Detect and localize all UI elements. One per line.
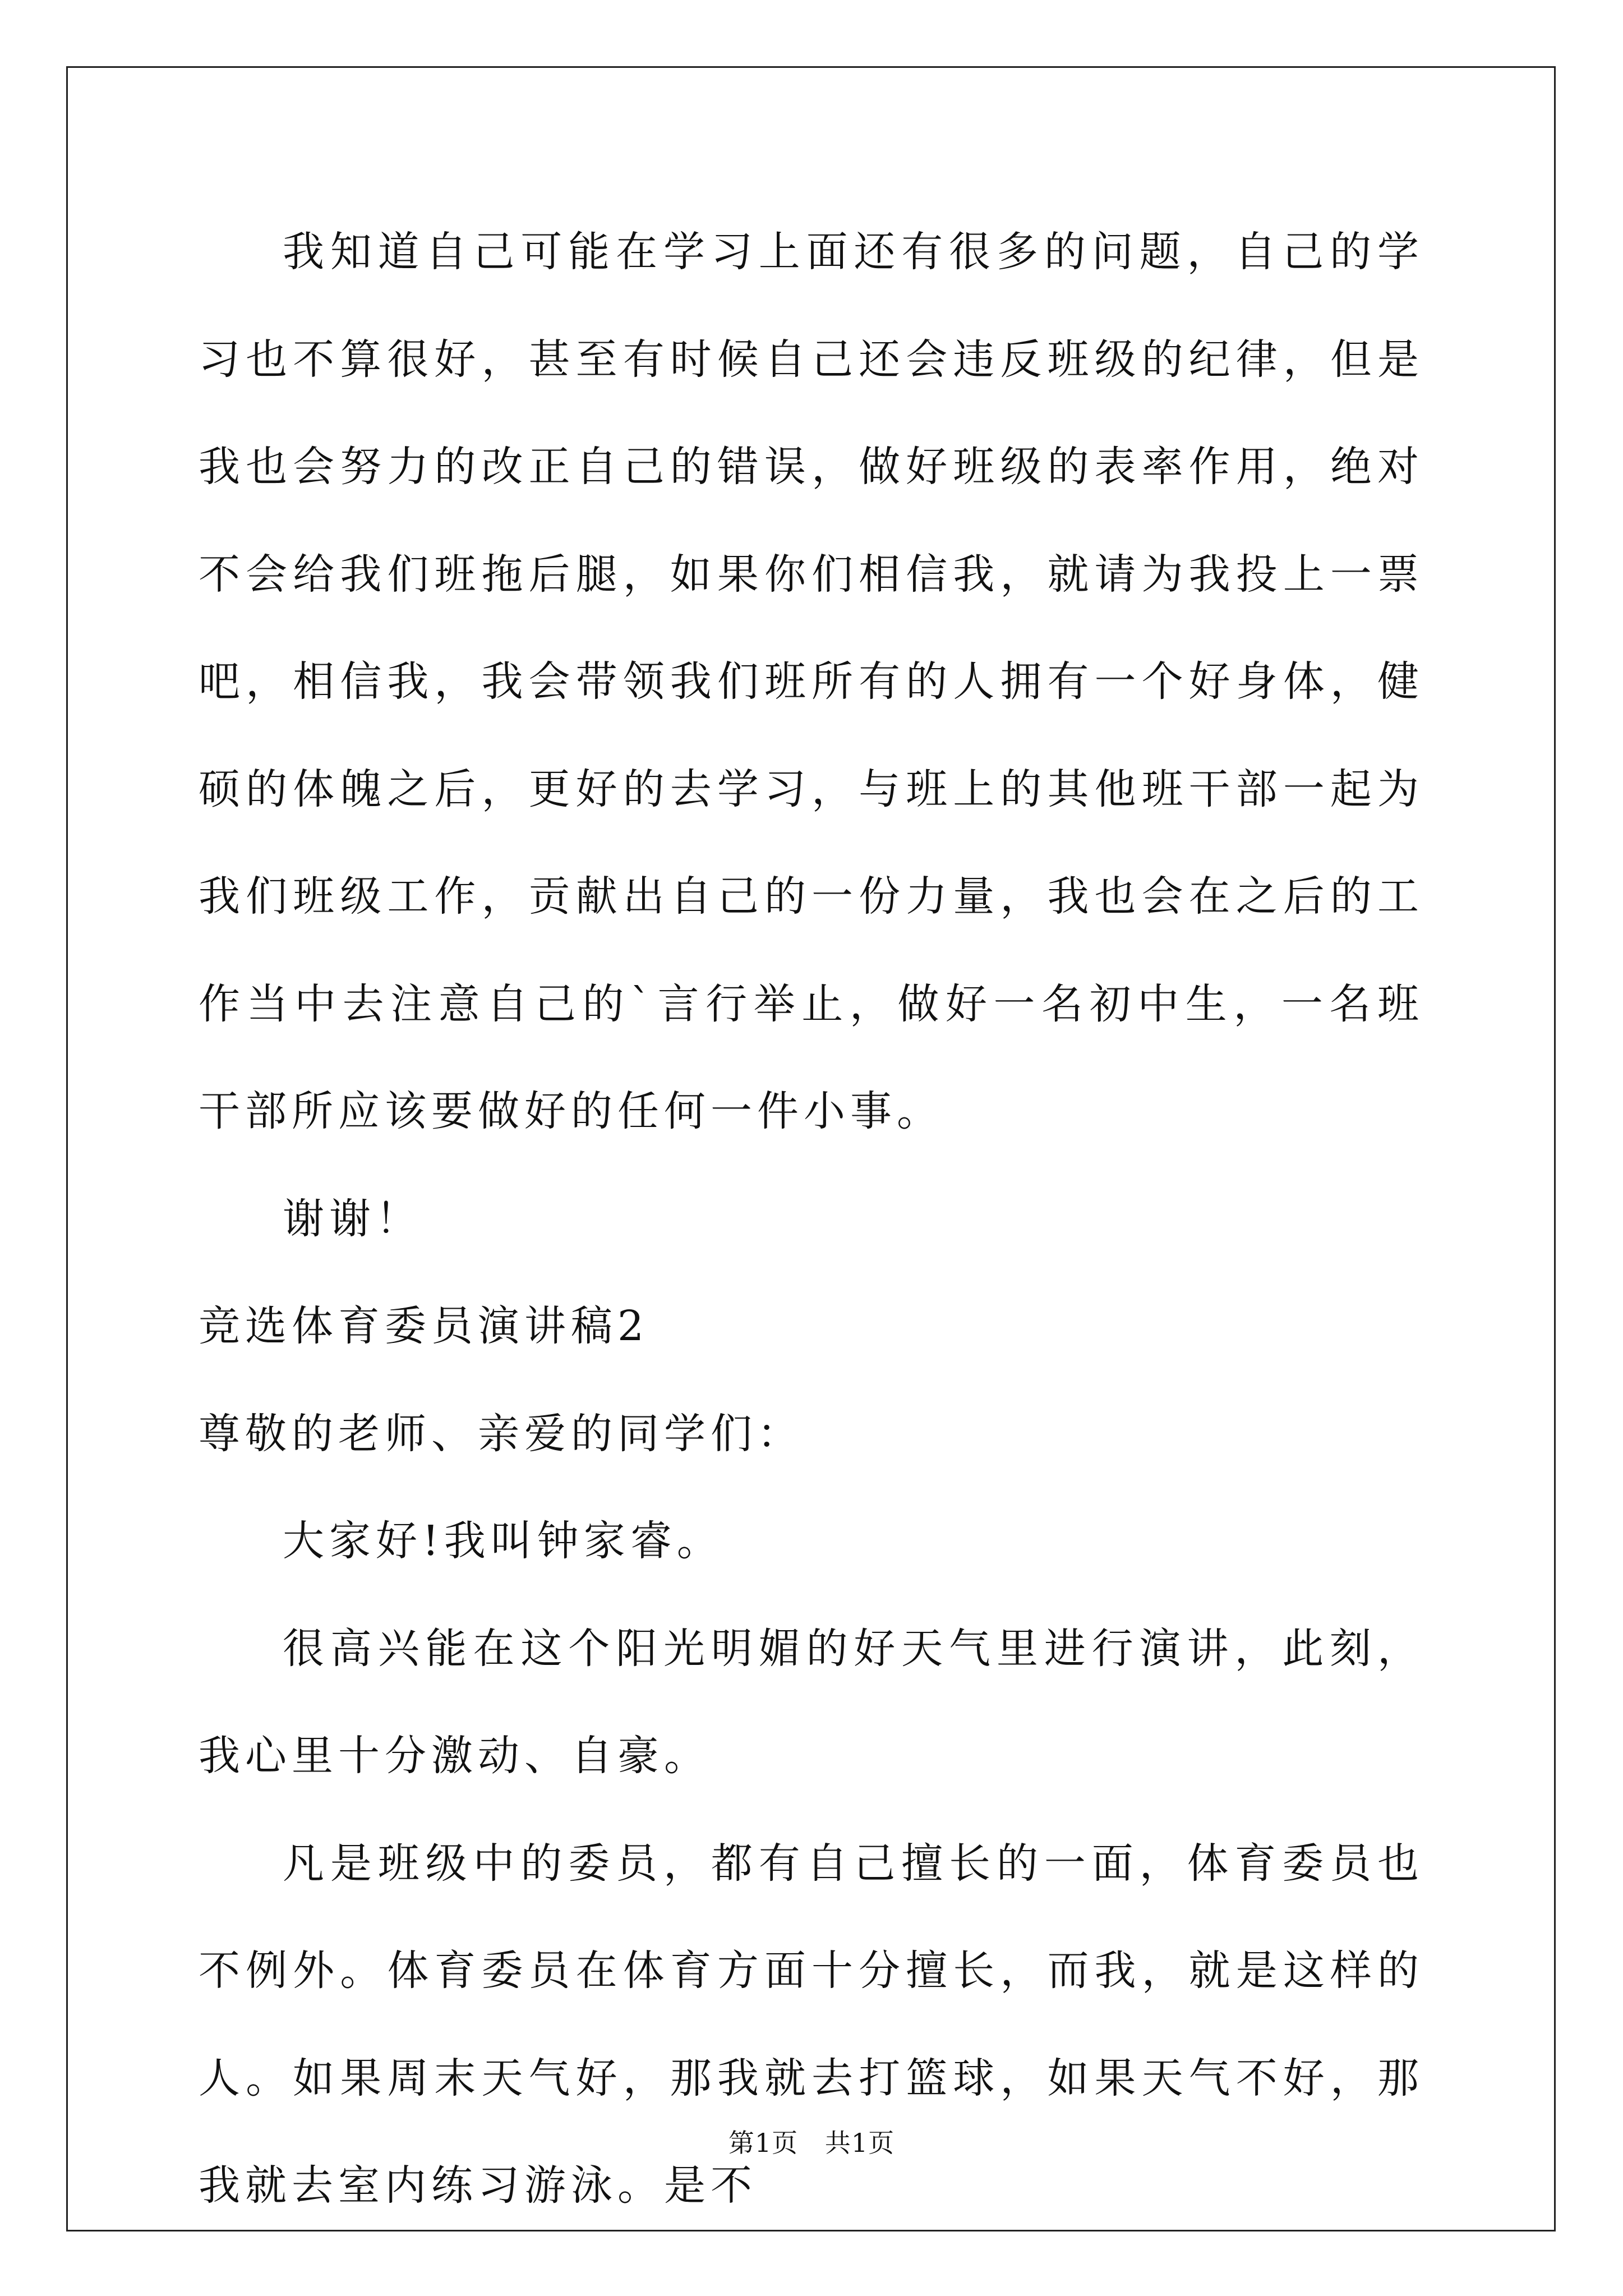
paragraph-thanks: 谢谢！ xyxy=(283,1194,422,1243)
salutation: 尊敬的老师、亲爱的同学们： xyxy=(199,1409,804,1458)
page-number: 第1页 xyxy=(728,2128,799,2158)
paragraph-happy: 很高兴能在这个阳光明媚的好天气里进行演讲，此刻，我心里十分激动、自豪。 xyxy=(199,1624,1424,1780)
page-total: 共1页 xyxy=(824,2128,895,2158)
paragraph-1: 我知道自己可能在学习上面还有很多的问题，自己的学习也不算很好，甚至有时候自己还会违反班级的纪律，但是我也会努力的改正自己的错误，做好班级的表率作用，绝对不会给我们班拖后腿，如果你们相信我，就请为我投上一票吧，相信我，我会带领我们班所有的人拥有一个好身体，健硕的体魄之后，更好的去学习，与班上的其他班干部一起为我们班级工作，贡献出自己的一份力量，我也会在之后的工作当中去注意自己的`言行举止，做好一名初中生，一名班干部所应该要做好的任何一件小事。 xyxy=(199,228,1424,1135)
paragraph-committee: 凡是班级中的委员，都有自己擅长的一面，体育委员也不例外。体育委员在体育方面十分擅长，而我，就是这样的人。如果周末天气好，那我就去打篮球，如果天气不好，那我就去室内练习游泳。是不 xyxy=(199,1839,1424,2210)
document-body xyxy=(199,199,1424,2240)
section-title: 竞选体育委员演讲稿2 xyxy=(199,1302,649,1350)
page-footer xyxy=(0,2126,1623,2160)
paragraph-greeting: 大家好!我叫钟家睿。 xyxy=(283,1517,723,1565)
